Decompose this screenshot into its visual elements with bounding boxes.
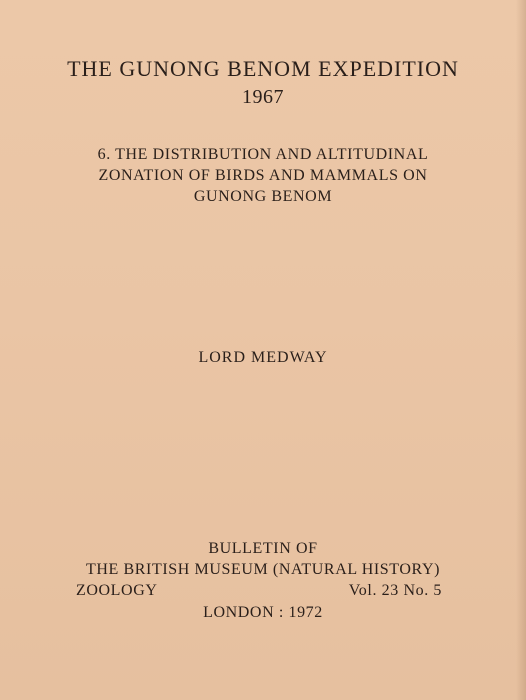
publisher-line-1: BULLETIN OF xyxy=(208,540,318,557)
subtitle-line-1: 6. THE DISTRIBUTION AND ALTITUDINAL xyxy=(97,146,429,163)
volume-number: Vol. 23 No. 5 xyxy=(348,582,442,599)
publisher-line-2: THE BRITISH MUSEUM (NATURAL HISTORY) xyxy=(85,561,441,578)
author-name: LORD MEDWAY xyxy=(198,349,328,366)
section-volume-row xyxy=(76,582,442,600)
series-title: THE GUNONG BENOM EXPEDITION xyxy=(67,56,459,81)
subtitle-line-3: GUNONG BENOM xyxy=(193,188,333,205)
page-edge-shadow xyxy=(516,0,526,700)
expedition-year: 1967 xyxy=(242,86,284,108)
subtitle-line-2: ZONATION OF BIRDS AND MAMMALS ON xyxy=(98,167,428,184)
place-and-date: LONDON : 1972 xyxy=(203,604,323,621)
section-name: ZOOLOGY xyxy=(76,582,158,599)
